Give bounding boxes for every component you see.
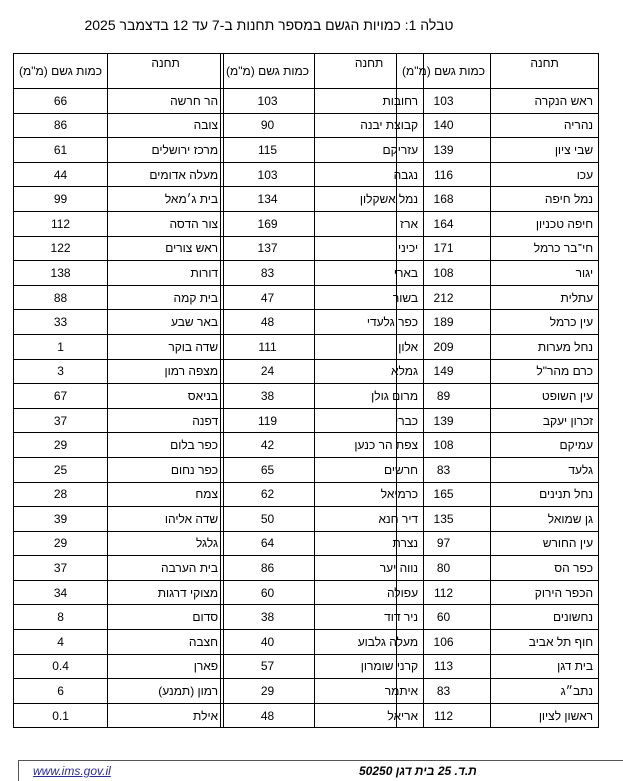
station-name-cell: כפר הס <box>491 556 599 581</box>
table-row <box>397 138 599 163</box>
table-row <box>14 310 224 335</box>
table-row <box>221 580 424 605</box>
website-link[interactable]: www.ims.gov.il <box>33 764 111 778</box>
table-row <box>221 531 424 556</box>
rain-amount-cell: 83 <box>397 679 491 704</box>
rain-amount-cell: 99 <box>14 187 108 212</box>
table-row <box>14 334 224 359</box>
station-name-cell: אלון <box>315 334 424 359</box>
rain-amount-cell: 37 <box>14 556 108 581</box>
station-name-cell: עתלית <box>491 285 599 310</box>
header-row <box>397 54 599 89</box>
table-row <box>221 408 424 433</box>
station-name-cell: דורות <box>108 261 224 286</box>
rain-amount-cell: 57 <box>221 654 315 679</box>
table-row <box>14 187 224 212</box>
rain-amount-cell: 112 <box>397 580 491 605</box>
station-name-cell: איתמר <box>315 679 424 704</box>
rain-amount-cell: 38 <box>221 384 315 409</box>
rain-amount-cell: 137 <box>221 236 315 261</box>
rain-amount-cell: 44 <box>14 162 108 187</box>
station-name-cell: מעלה אדומים <box>108 162 224 187</box>
station-header: תחנה <box>108 54 224 89</box>
station-name-cell: כפר נחום <box>108 457 224 482</box>
table-row <box>14 261 224 286</box>
table-row <box>14 654 224 679</box>
station-name-cell: עמיקם <box>491 433 599 458</box>
rain-amount-cell: 135 <box>397 507 491 532</box>
station-name-cell: צור הדסה <box>108 211 224 236</box>
station-name-cell: גמלא <box>315 359 424 384</box>
station-name-cell: שדה אליהו <box>108 507 224 532</box>
station-name-cell: חיפה טכניון <box>491 211 599 236</box>
table-row <box>221 654 424 679</box>
table-row <box>397 113 599 138</box>
station-name-cell: בית הערבה <box>108 556 224 581</box>
table-row <box>397 310 599 335</box>
rain-amount-cell: 40 <box>221 630 315 655</box>
rain-amount-cell: 29 <box>14 433 108 458</box>
station-name-cell: כרם מהר"ל <box>491 359 599 384</box>
table-row <box>14 507 224 532</box>
rain-amount-cell: 38 <box>221 605 315 630</box>
station-name-cell: יכיני <box>315 236 424 261</box>
rain-amount-cell: 140 <box>397 113 491 138</box>
table-row <box>397 162 599 187</box>
header-row <box>14 54 224 89</box>
station-name-cell: צמח <box>108 482 224 507</box>
station-name-cell: ראש צורים <box>108 236 224 261</box>
rain-amount-cell: 139 <box>397 408 491 433</box>
table-row <box>221 310 424 335</box>
station-name-cell: זכרון יעקב <box>491 408 599 433</box>
amount-header: כמות גשם (מ"מ) <box>221 54 315 89</box>
table-row <box>221 507 424 532</box>
station-name-cell: פארן <box>108 654 224 679</box>
station-name-cell: כפר גלעדי <box>315 310 424 335</box>
rain-amount-cell: 164 <box>397 211 491 236</box>
table-row <box>14 236 224 261</box>
station-name-cell: ניר דוד <box>315 605 424 630</box>
rain-amount-cell: 103 <box>397 89 491 114</box>
rain-amount-cell: 24 <box>221 359 315 384</box>
rain-amount-cell: 103 <box>221 89 315 114</box>
table-row <box>14 138 224 163</box>
station-name-cell: מרום גולן <box>315 384 424 409</box>
table-row <box>221 261 424 286</box>
station-name-cell: נווה יער <box>315 556 424 581</box>
table-row <box>14 211 224 236</box>
rain-amount-cell: 169 <box>221 211 315 236</box>
rain-amount-cell: 25 <box>14 457 108 482</box>
rain-amount-cell: 50 <box>221 507 315 532</box>
rain-amount-cell: 3 <box>14 359 108 384</box>
station-name-cell: עכו <box>491 162 599 187</box>
rain-amount-cell: 90 <box>221 113 315 138</box>
table-row <box>397 457 599 482</box>
station-name-cell: חי־בר כרמל <box>491 236 599 261</box>
station-name-cell: נחל תנינים <box>491 482 599 507</box>
table-row <box>397 703 599 728</box>
table-row <box>221 334 424 359</box>
header-row <box>221 54 424 89</box>
rain-amount-cell: 67 <box>14 384 108 409</box>
table-row <box>221 236 424 261</box>
amount-header: כמות גשם (מ"מ) <box>14 54 108 89</box>
rain-amount-cell: 48 <box>221 703 315 728</box>
table-row <box>221 113 424 138</box>
rain-amount-cell: 61 <box>14 138 108 163</box>
table-row <box>14 703 224 728</box>
rain-amount-cell: 119 <box>221 408 315 433</box>
rain-amount-cell: 149 <box>397 359 491 384</box>
table-row <box>221 679 424 704</box>
station-name-cell: נגבה <box>315 162 424 187</box>
table-row <box>397 236 599 261</box>
station-name-cell: נהריה <box>491 113 599 138</box>
table-row <box>397 556 599 581</box>
rain-amount-cell: 0.4 <box>14 654 108 679</box>
table-row <box>14 285 224 310</box>
table-row <box>397 531 599 556</box>
rain-amount-cell: 108 <box>397 433 491 458</box>
station-name-cell: גלעד <box>491 457 599 482</box>
rain-amount-cell: 29 <box>14 531 108 556</box>
rain-amount-cell: 122 <box>14 236 108 261</box>
rain-amount-cell: 80 <box>397 556 491 581</box>
rain-amount-cell: 39 <box>14 507 108 532</box>
rain-amount-cell: 189 <box>397 310 491 335</box>
rain-amount-cell: 4 <box>14 630 108 655</box>
rain-amount-cell: 112 <box>14 211 108 236</box>
table-row <box>14 605 224 630</box>
rain-amount-cell: 66 <box>14 89 108 114</box>
station-name-cell: דפנה <box>108 408 224 433</box>
table-row <box>221 162 424 187</box>
station-name-cell: עפולה <box>315 580 424 605</box>
rain-table-right <box>396 53 599 728</box>
station-name-cell: ראשון לציון <box>491 703 599 728</box>
rain-amount-cell: 171 <box>397 236 491 261</box>
table-row <box>14 408 224 433</box>
station-name-cell: כפר בלום <box>108 433 224 458</box>
station-name-cell: נחל מערות <box>491 334 599 359</box>
station-name-cell: צובה <box>108 113 224 138</box>
station-name-cell: בית דגן <box>491 654 599 679</box>
table-row <box>221 359 424 384</box>
rain-amount-cell: 108 <box>397 261 491 286</box>
station-name-cell: ראש הנקרה <box>491 89 599 114</box>
table-row <box>221 89 424 114</box>
station-name-cell: סדום <box>108 605 224 630</box>
station-name-cell: עין כרמל <box>491 310 599 335</box>
table-row <box>397 482 599 507</box>
table-row <box>221 285 424 310</box>
table-row <box>221 482 424 507</box>
rain-table-middle <box>220 53 424 728</box>
station-header: תחנה <box>315 54 424 89</box>
table-row <box>397 630 599 655</box>
rain-amount-cell: 37 <box>14 408 108 433</box>
table-row <box>221 457 424 482</box>
station-name-cell: עזריקם <box>315 138 424 163</box>
page-footer <box>18 760 623 781</box>
table-row <box>221 187 424 212</box>
table-row <box>14 89 224 114</box>
rain-table-left <box>13 53 224 728</box>
rain-amount-cell: 168 <box>397 187 491 212</box>
station-name-cell: חרשים <box>315 457 424 482</box>
station-name-cell: אריאל <box>315 703 424 728</box>
table-row <box>397 507 599 532</box>
rain-amount-cell: 0.1 <box>14 703 108 728</box>
rain-amount-cell: 8 <box>14 605 108 630</box>
rain-amount-cell: 103 <box>221 162 315 187</box>
table-row <box>14 457 224 482</box>
table-row <box>397 408 599 433</box>
rain-amount-cell: 113 <box>397 654 491 679</box>
table-row <box>14 580 224 605</box>
rain-amount-cell: 111 <box>221 334 315 359</box>
table-row <box>14 359 224 384</box>
rain-amount-cell: 6 <box>14 679 108 704</box>
rain-amount-cell: 138 <box>14 261 108 286</box>
station-name-cell: בניאס <box>108 384 224 409</box>
table-row <box>397 285 599 310</box>
table-row <box>14 384 224 409</box>
table-row <box>397 359 599 384</box>
table-row <box>397 89 599 114</box>
table-row <box>221 211 424 236</box>
table-row <box>397 433 599 458</box>
table-row <box>221 138 424 163</box>
station-name-cell: מעלה גלבוע <box>315 630 424 655</box>
rain-amount-cell: 33 <box>14 310 108 335</box>
rain-amount-cell: 212 <box>397 285 491 310</box>
rain-amount-cell: 83 <box>221 261 315 286</box>
station-header: תחנה <box>491 54 599 89</box>
rain-amount-cell: 86 <box>14 113 108 138</box>
table-row <box>14 433 224 458</box>
rain-amount-cell: 86 <box>221 556 315 581</box>
station-name-cell: עין השופט <box>491 384 599 409</box>
table-row <box>14 630 224 655</box>
station-name-cell: ארז <box>315 211 424 236</box>
station-name-cell: נצרת <box>315 531 424 556</box>
rain-amount-cell: 64 <box>221 531 315 556</box>
rain-amount-cell: 48 <box>221 310 315 335</box>
station-name-cell: צפת הר כנען <box>315 433 424 458</box>
table-row <box>221 630 424 655</box>
station-name-cell: הר חרשה <box>108 89 224 114</box>
rain-amount-cell: 115 <box>221 138 315 163</box>
rain-amount-cell: 42 <box>221 433 315 458</box>
station-name-cell: רמון (תמנע) <box>108 679 224 704</box>
table-row <box>397 187 599 212</box>
rain-amount-cell: 62 <box>221 482 315 507</box>
station-name-cell: הכפר הירוק <box>491 580 599 605</box>
table-row <box>397 605 599 630</box>
station-name-cell: בארי <box>315 261 424 286</box>
rain-amount-cell: 34 <box>14 580 108 605</box>
footer-address: ת.ד. 25 בית דגן 50250 <box>359 764 477 778</box>
rain-amount-cell: 112 <box>397 703 491 728</box>
rain-amount-cell: 134 <box>221 187 315 212</box>
rain-amount-cell: 89 <box>397 384 491 409</box>
station-name-cell: מרכז ירושלים <box>108 138 224 163</box>
station-name-cell: קבוצת יבנה <box>315 113 424 138</box>
table-row <box>397 334 599 359</box>
station-name-cell: שבי ציון <box>491 138 599 163</box>
rain-amount-cell: 209 <box>397 334 491 359</box>
rain-amount-cell: 88 <box>14 285 108 310</box>
table-row <box>221 433 424 458</box>
rain-amount-cell: 139 <box>397 138 491 163</box>
rain-amount-cell: 29 <box>221 679 315 704</box>
rain-amount-cell: 28 <box>14 482 108 507</box>
station-name-cell: עין החורש <box>491 531 599 556</box>
station-name-cell: בית קמה <box>108 285 224 310</box>
station-name-cell: כברי <box>315 408 424 433</box>
station-name-cell: בית ג׳מאל <box>108 187 224 212</box>
station-name-cell: כרמיאל <box>315 482 424 507</box>
table-row <box>397 580 599 605</box>
station-name-cell: גן שמואל <box>491 507 599 532</box>
rain-amount-cell: 60 <box>221 580 315 605</box>
station-name-cell: דיר חנא <box>315 507 424 532</box>
table-row <box>14 113 224 138</box>
rain-amount-cell: 116 <box>397 162 491 187</box>
table-row <box>14 679 224 704</box>
station-name-cell: יגור <box>491 261 599 286</box>
table-row <box>14 556 224 581</box>
station-name-cell: קרני שומרון <box>315 654 424 679</box>
table-row <box>221 605 424 630</box>
table-row <box>221 384 424 409</box>
rain-amount-cell: 1 <box>14 334 108 359</box>
station-name-cell: באר שבע <box>108 310 224 335</box>
table-row <box>14 531 224 556</box>
station-name-cell: אילת <box>108 703 224 728</box>
table-row <box>221 556 424 581</box>
station-name-cell: חצבה <box>108 630 224 655</box>
station-name-cell: נתב״ג <box>491 679 599 704</box>
table-row <box>397 654 599 679</box>
table-row <box>397 679 599 704</box>
station-name-cell: בשור <box>315 285 424 310</box>
station-name-cell: גלגל <box>108 531 224 556</box>
table-row <box>397 384 599 409</box>
rain-amount-cell: 106 <box>397 630 491 655</box>
rain-amount-cell: 65 <box>221 457 315 482</box>
table-row <box>221 703 424 728</box>
table-title: טבלה 1: כמויות הגשם במספר תחנות ב-7 עד 12 בדצמבר 2025 <box>84 17 454 33</box>
rain-amount-cell: 97 <box>397 531 491 556</box>
station-name-cell: מצפה רמון <box>108 359 224 384</box>
station-name-cell: מצוקי דרגות <box>108 580 224 605</box>
station-name-cell: נמל אשקלון <box>315 187 424 212</box>
station-name-cell: רחובות <box>315 89 424 114</box>
amount-header: כמות גשם (מ"מ) <box>397 54 491 89</box>
table-row <box>14 482 224 507</box>
station-name-cell: חוף תל אביב <box>491 630 599 655</box>
rain-amount-cell: 47 <box>221 285 315 310</box>
station-name-cell: נחשונים <box>491 605 599 630</box>
station-name-cell: שדה בוקר <box>108 334 224 359</box>
rain-amount-cell: 165 <box>397 482 491 507</box>
table-row <box>397 261 599 286</box>
table-row <box>14 162 224 187</box>
table-row <box>397 211 599 236</box>
rain-amount-cell: 60 <box>397 605 491 630</box>
station-name-cell: נמל חיפה <box>491 187 599 212</box>
rain-amount-cell: 83 <box>397 457 491 482</box>
